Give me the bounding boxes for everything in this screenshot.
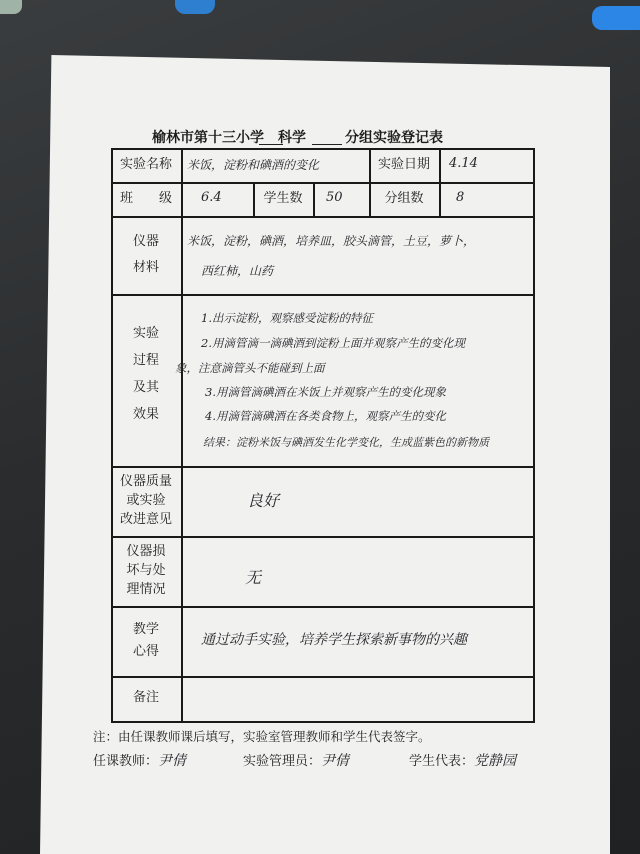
table-rule	[111, 182, 535, 184]
reflection-label-2: 心得	[132, 644, 159, 659]
experiment-name-label: 实验名称	[119, 157, 172, 172]
damage-label-2: 坏与处	[126, 563, 166, 578]
materials-label-1: 仪器	[132, 234, 159, 249]
process-line: 4.用滴管滴碘酒在各类食物上，观察产生的变化	[205, 409, 446, 423]
title-underline-2	[312, 144, 342, 145]
table-rule	[181, 148, 183, 723]
table-rule	[533, 148, 535, 723]
table-rule	[439, 148, 441, 216]
process-line: 2.用滴管滴一滴碘酒到淀粉上面并观察产生的变化现	[201, 336, 465, 350]
form-title	[152, 127, 482, 149]
damage-label-3: 理情况	[126, 582, 166, 597]
teacher-signature-row	[93, 750, 186, 770]
lab-manager-signature-row	[243, 750, 349, 770]
binder-clip-right	[592, 6, 640, 30]
lab-manager-signature: 尹倩	[321, 753, 350, 769]
process-label-1: 实验	[132, 326, 159, 341]
process-label-2: 过程	[132, 353, 159, 368]
experiment-date-label: 实验日期	[377, 157, 430, 172]
table-rule	[111, 216, 535, 218]
title-school: 榆林市第十三小学	[152, 130, 264, 146]
student-count-value: 50	[326, 190, 343, 205]
teacher-label: 任课教师：	[93, 754, 159, 769]
class-value: 6.4	[201, 190, 222, 205]
materials-line-1: 米饭，淀粉，碘酒，培养皿，胶头滴管，土豆，萝卜，	[187, 234, 476, 248]
reflection-value: 通过动手实验，培养学生探索新事物的兴趣	[201, 632, 467, 648]
process-label-4: 效果	[132, 407, 159, 422]
student-rep-signature: 党静园	[474, 753, 517, 769]
footer-note: 注：由任课教师课后填写，实验室管理教师和学生代表签字。	[93, 729, 431, 744]
process-line: 3.用滴管滴碘酒在米饭上并观察产生的变化现象	[205, 385, 446, 399]
table-rule	[111, 606, 535, 608]
table-rule	[111, 294, 535, 296]
table-rule	[111, 676, 535, 678]
process-line: 象，注意滴管头不能碰到上面	[175, 361, 325, 375]
quality-value: 良好	[247, 491, 280, 510]
quality-label-1: 仪器质量	[119, 474, 172, 489]
title-form-name: 分组实验登记表	[345, 130, 443, 146]
quality-label-3: 改进意见	[119, 512, 172, 527]
damage-value: 无	[245, 568, 262, 587]
registration-table	[111, 148, 535, 723]
materials-line-2: 西红柿，山药	[201, 264, 274, 278]
reflection-label-1: 教学	[132, 622, 159, 637]
title-subject: 科学	[278, 130, 306, 146]
process-line: 结果：淀粉米饭与碘酒发生化学变化，生成蓝紫色的新物质	[203, 436, 489, 449]
group-count-value: 8	[456, 190, 465, 205]
student-rep-label: 学生代表：	[409, 754, 475, 769]
table-rule	[111, 721, 535, 723]
group-count-label: 分组数	[384, 191, 424, 206]
process-label-3: 及其	[132, 380, 159, 395]
experiment-name-value: 米饭，淀粉和碘酒的变化	[187, 158, 320, 172]
table-rule	[111, 148, 535, 150]
quality-label-2: 或实验	[126, 493, 166, 508]
student-count-label: 学生数	[263, 191, 303, 206]
table-rule	[111, 466, 535, 468]
process-line: 1.出示淀粉，观察感受淀粉的特征	[201, 311, 373, 325]
teacher-signature: 尹倩	[158, 753, 187, 769]
materials-label-2: 材料	[132, 260, 159, 275]
damage-label-1: 仪器损	[126, 544, 166, 559]
student-rep-signature-row	[409, 750, 516, 770]
experiment-date-value: 4.14	[449, 156, 478, 171]
lab-manager-label: 实验管理员：	[243, 754, 322, 769]
table-rule	[313, 182, 315, 216]
class-label: 班 级	[119, 191, 172, 206]
table-rule	[111, 536, 535, 538]
binder-clip-left	[0, 0, 22, 14]
remarks-label: 备注	[132, 690, 159, 705]
binder-clip-middle	[175, 0, 215, 14]
